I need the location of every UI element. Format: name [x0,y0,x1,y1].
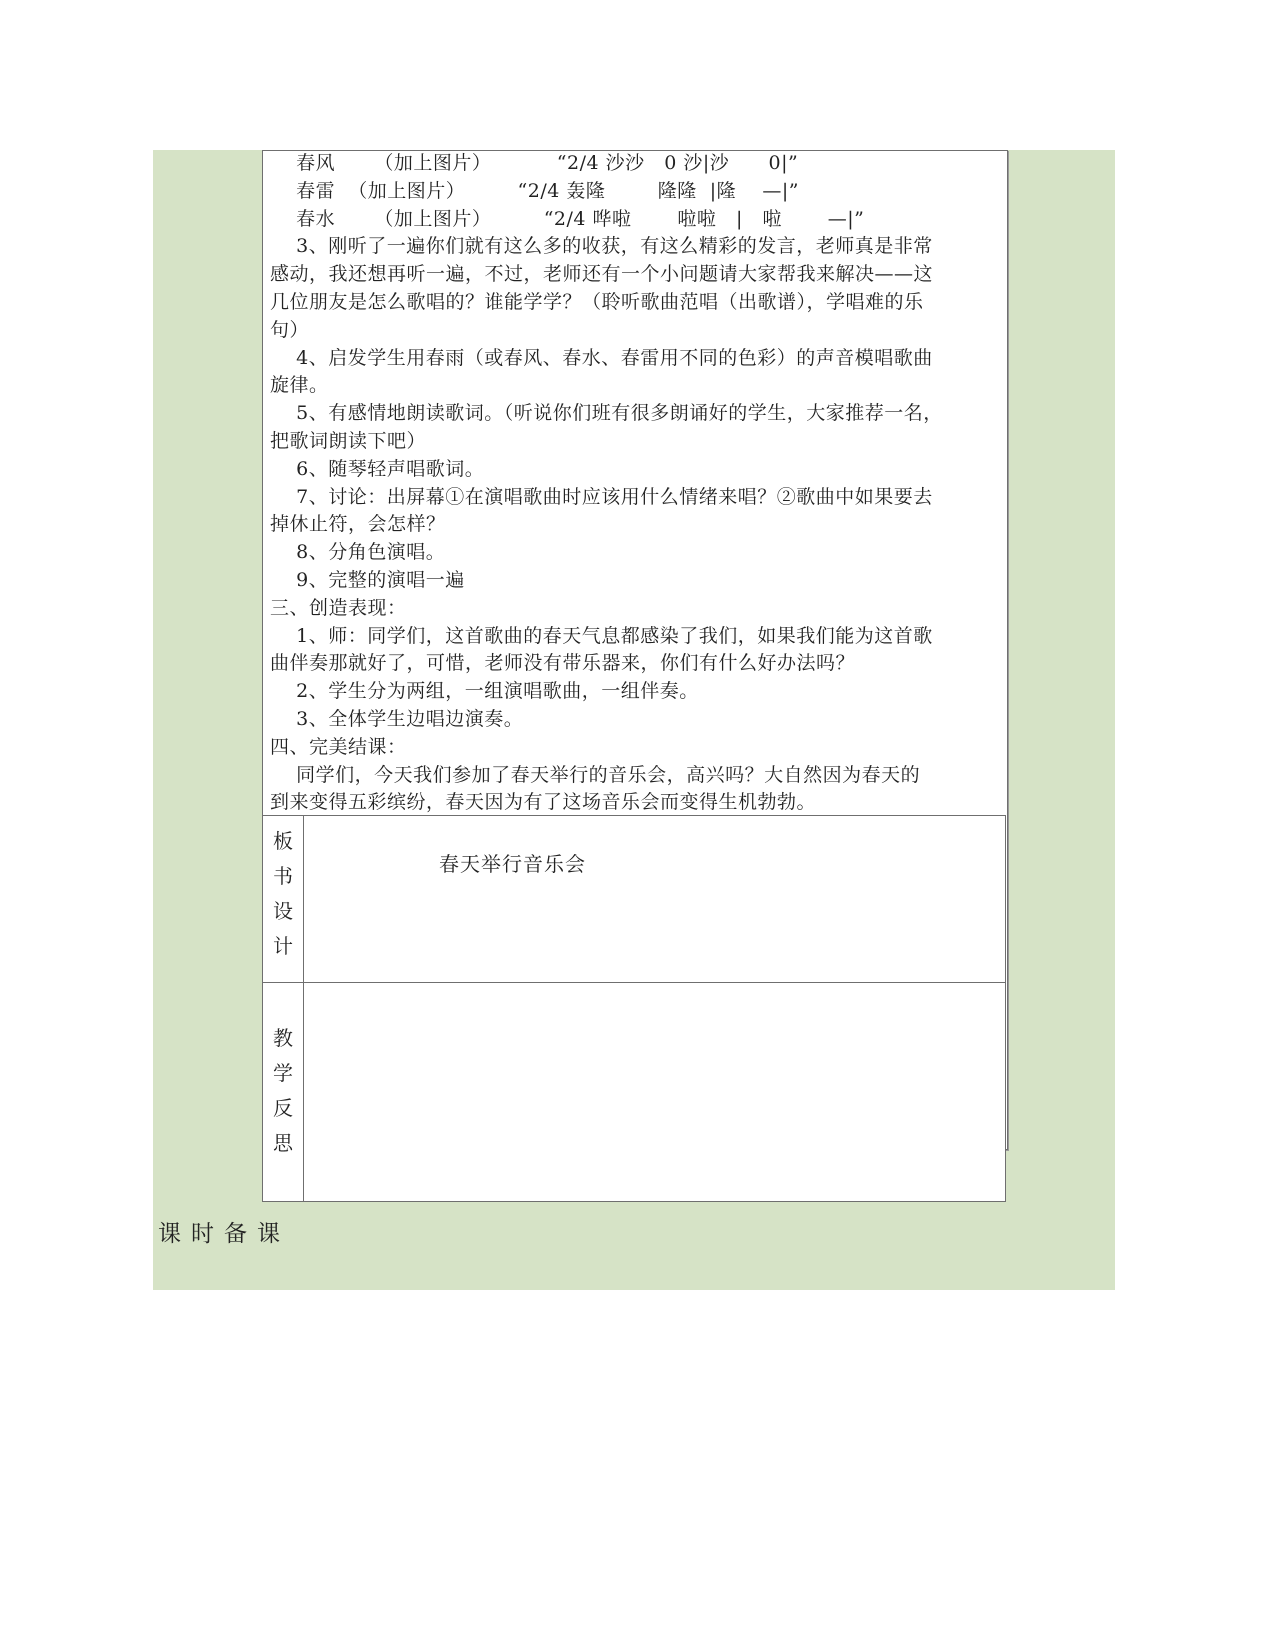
text-line: 2、学生分为两组，一组演唱歌曲，一组伴奏。 [270,680,699,703]
text-line: 春水 （加上图片） “2/4 哗啦 啦啦 | 啦 —|” [270,207,865,230]
label-char: 设 [273,899,293,923]
board-design-row [262,815,1006,985]
text-line: 旋律。 [270,374,329,397]
text-line: 把歌词朗读下吧） [270,429,427,452]
text-line: 同学们，今天我们参加了春天举行的音乐会，高兴吗？大自然因为春天的 [270,763,921,786]
text-line: 三、创造表现： [270,596,407,619]
text-line: 3、全体学生边唱边演奏。 [270,707,524,730]
board-title: 春天举行音乐会 [439,852,586,876]
text-line: 曲伴奏那就好了，可惜，老师没有带乐器来，你们有什么好办法吗？ [270,652,856,675]
label-char: 计 [273,934,293,958]
label-char: 教 [273,1026,293,1050]
label-char: 板 [273,829,293,853]
text-line: 掉休止符，会怎样？ [270,513,446,536]
text-line: 春风 （加上图片） “2/4 沙沙 0 沙|沙 0|” [270,152,799,174]
text-line: 到来变得五彩缤纷，春天因为有了这场音乐会而变得生机勃勃。 [270,791,817,814]
reflection-content [303,983,1005,1201]
reflection-row [262,982,1006,1202]
text-line: 7、讨论：出屏幕①在演唱歌曲时应该用什么情绪来唱？②歌曲中如果要去 [270,485,933,508]
text-line: 1、师：同学们，这首歌曲的春天气息都感染了我们，如果我们能为这首歌 [270,624,933,647]
label-char: 思 [273,1131,293,1155]
lesson-content [270,150,1000,817]
text-line: 5、有感情地朗读歌词。（听说你们班有很多朗诵好的学生，大家推荐一名， [270,402,943,425]
text-line: 9、完整的演唱一遍 [270,568,465,591]
text-line: 6、随琴轻声唱歌词。 [270,457,485,480]
text-line: 8、分角色演唱。 [270,541,446,564]
label-char: 书 [273,864,293,888]
text-line: 4、启发学生用春雨（或春风、春水、春雷用不同的色彩）的声音模唱歌曲 [270,346,933,369]
text-line: 春雷 （加上图片） “2/4 轰隆 隆隆 |隆 —|” [270,179,799,202]
text-line: 感动，我还想再听一遍，不过，老师还有一个小问题请大家帮我来解决——这 [270,263,934,286]
label-char: 反 [273,1096,293,1120]
label-char: 学 [273,1061,293,1085]
text-line: 几位朋友是怎么歌唱的？谁能学学？（聆听歌曲范唱（出歌谱），学唱难的乐 [270,290,924,313]
text-line: 3、刚听了一遍你们就有这么多的收获，有这么精彩的发言，老师真是非常 [270,235,933,258]
text-line: 四、完美结课： [270,735,407,758]
board-design-content [303,816,1005,984]
text-line: 句） [270,318,310,341]
board-design-label [263,816,304,984]
footer-label: 课时备课 [158,1221,290,1247]
reflection-label [263,983,304,1201]
